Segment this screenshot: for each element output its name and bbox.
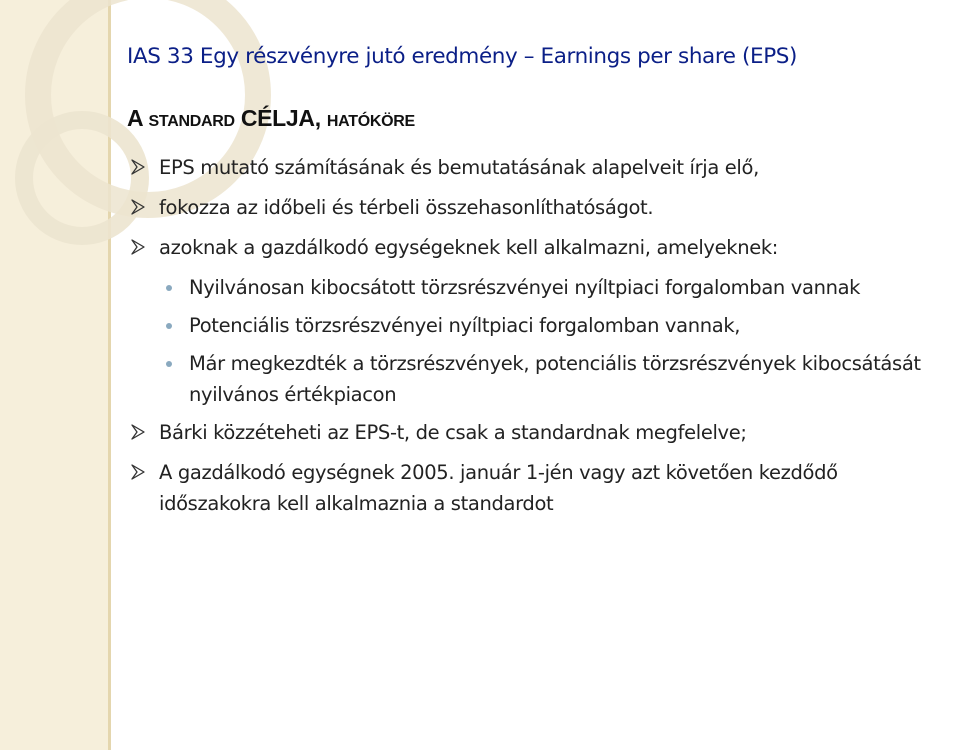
bullet-text: azoknak a gazdálkodó egységeknek kell alkalmazni, amelyeknek: bbox=[159, 236, 779, 259]
bullet-item bbox=[127, 232, 952, 263]
bullet-text: EPS mutató számításának és bemutatásának alapelveit írja elő, bbox=[159, 156, 759, 179]
slide-title: IAS 33 Egy részvényre jutó eredmény – Earnings per share (EPS) bbox=[127, 44, 798, 69]
sub-bullet-text: Már megkezdték a törzsrészvények, potenciális törzsrészvények kibocsátását nyilvános értékpiacon bbox=[189, 352, 921, 406]
slide-subtitle: A standard CÉLJA, hatóköre bbox=[127, 105, 415, 131]
bullet-text: Bárki közzéteheti az EPS-t, de csak a standardnak megfelelve; bbox=[159, 421, 747, 444]
arrowhead-bullet-icon bbox=[131, 464, 145, 480]
arrowhead-bullet-icon bbox=[131, 199, 145, 215]
arrowhead-bullet-icon bbox=[131, 239, 145, 255]
arrowhead-bullet-icon bbox=[131, 159, 145, 175]
bullet-item bbox=[127, 152, 952, 183]
arrowhead-bullet-icon bbox=[131, 424, 145, 440]
sub-bullet-text: Potenciális törzsrészvényei nyíltpiaci forgalomban vannak, bbox=[189, 314, 741, 337]
bullet-text: A gazdálkodó egységnek 2005. január 1-jén vagy azt követően kezdődő időszakokra kell alkalmaznia a standardot bbox=[159, 461, 838, 515]
dot-bullet-icon bbox=[166, 361, 172, 367]
sub-bullet-item bbox=[127, 348, 952, 410]
sub-bullet-item bbox=[127, 272, 952, 303]
bullet-item bbox=[127, 417, 952, 448]
sub-bullet-text: Nyilvánosan kibocsátott törzsrészvényei nyíltpiaci forgalomban vannak bbox=[189, 276, 861, 299]
bullet-item bbox=[127, 457, 952, 519]
dot-bullet-icon bbox=[166, 323, 172, 329]
dot-bullet-icon bbox=[166, 285, 172, 291]
bullet-item bbox=[127, 192, 952, 223]
sub-bullet-item bbox=[127, 310, 952, 341]
bullet-list bbox=[127, 152, 952, 528]
bullet-text: fokozza az időbeli és térbeli összehasonlíthatóságot. bbox=[159, 196, 654, 219]
